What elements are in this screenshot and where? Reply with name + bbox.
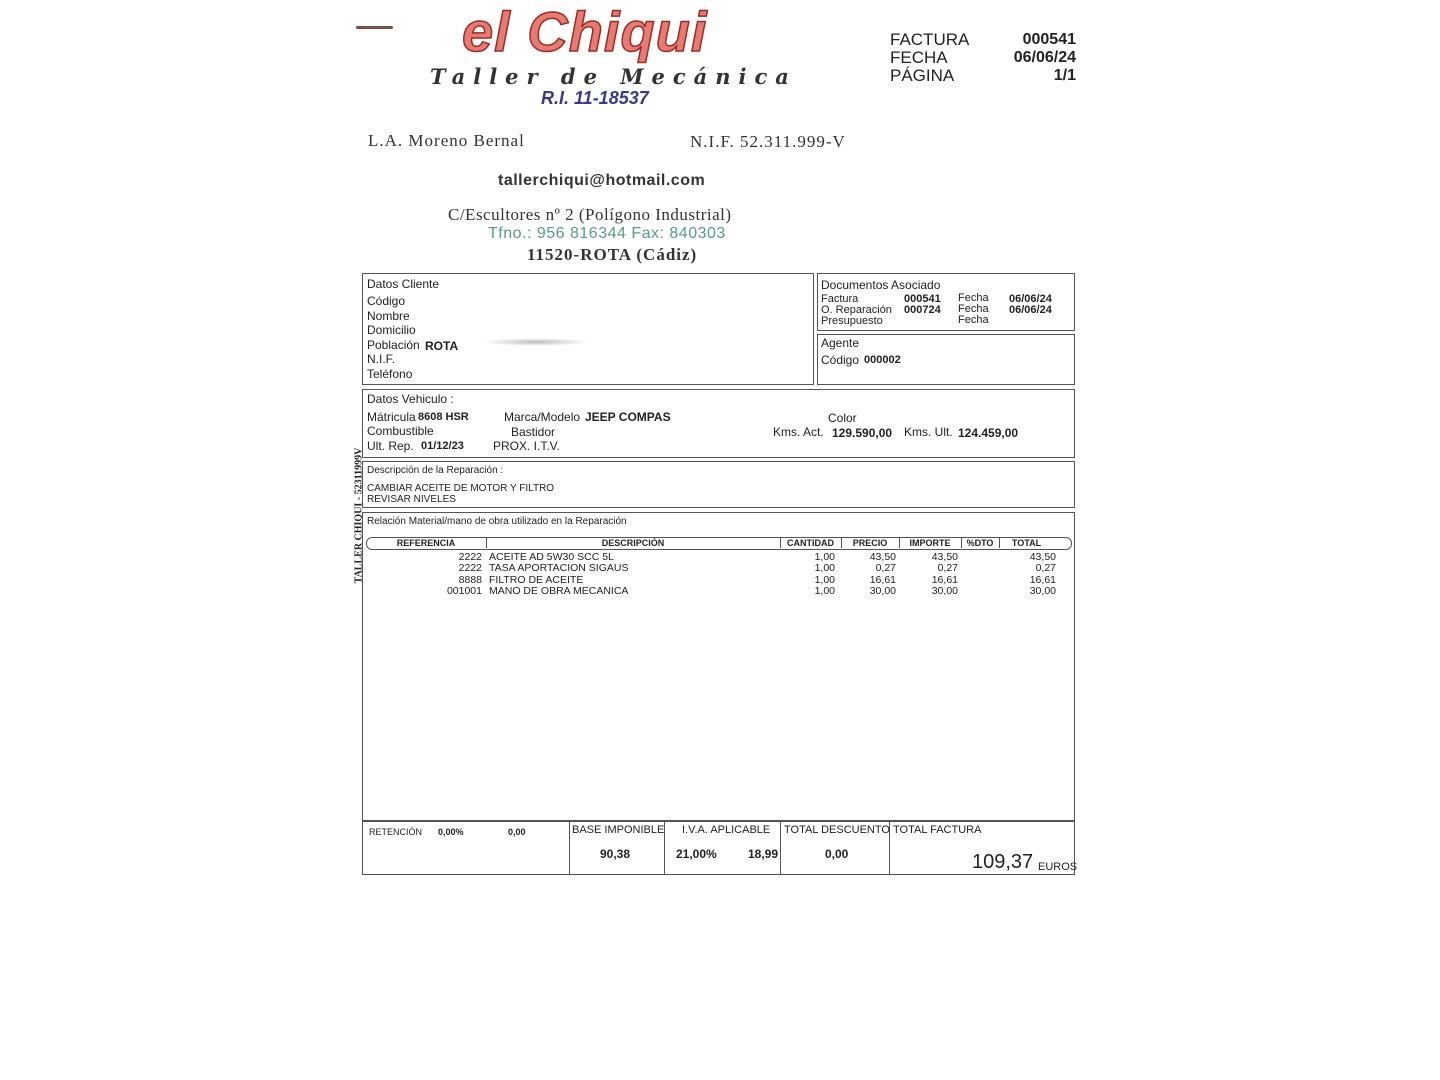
doc-factura-label: Factura bbox=[821, 293, 859, 305]
th-importe: IMPORTE bbox=[909, 538, 951, 548]
vehicle-box bbox=[362, 389, 1075, 458]
retencion-label: RETENCIÓN bbox=[369, 827, 423, 837]
row-importe: 0,27 bbox=[937, 562, 958, 574]
th-total: TOTAL bbox=[1011, 538, 1042, 548]
factura-value: 000541 bbox=[1022, 31, 1076, 48]
vehicle-marca-value: JEEP COMPAS bbox=[585, 410, 671, 424]
logo-subtitle: Taller de Mecánica bbox=[430, 64, 797, 89]
total-factura-value: 109,37 bbox=[972, 851, 1034, 873]
doc-orden-value: 000724 bbox=[904, 304, 941, 316]
pagina-value: 1/1 bbox=[1053, 67, 1076, 84]
descuento-label: TOTAL DESCUENTO bbox=[784, 824, 890, 836]
th-precio: PRECIO bbox=[852, 538, 888, 548]
row-total: 0,27 bbox=[1035, 562, 1056, 574]
total-currency: EUROS bbox=[1038, 861, 1078, 873]
row-ref: 8888 bbox=[458, 574, 482, 586]
base-label: BASE IMPONIBLE bbox=[572, 824, 665, 836]
row-precio: 16,61 bbox=[869, 574, 896, 586]
th-cantidad: CANTIDAD bbox=[787, 538, 834, 548]
table-row bbox=[0, 575, 1440, 586]
table-row bbox=[0, 552, 1440, 563]
totals-divider bbox=[780, 821, 781, 875]
row-total: 16,61 bbox=[1029, 574, 1056, 586]
agent-box bbox=[817, 334, 1075, 385]
row-total: 30,00 bbox=[1029, 585, 1056, 597]
descuento-value: 0,00 bbox=[825, 847, 849, 861]
row-desc: MANO DE OBRA MECANICA bbox=[489, 585, 629, 597]
client-nif-label: N.I.F. bbox=[367, 352, 396, 366]
iva-label: I.V.A. APLICABLE bbox=[682, 824, 771, 836]
client-codigo-label: Código bbox=[367, 294, 406, 308]
table-row bbox=[0, 586, 1440, 597]
client-nombre-label: Nombre bbox=[367, 309, 410, 323]
company-phone: Tfno.: 956 816344 Fax: 840303 bbox=[488, 225, 726, 242]
documents-title: Documentos Asociado bbox=[821, 278, 941, 292]
agent-codigo-value: 000002 bbox=[864, 354, 901, 366]
vehicle-matricula-value: 8608 HSR bbox=[418, 411, 469, 423]
row-ref: 001001 bbox=[446, 585, 482, 597]
repair-line-1: CAMBIAR ACEITE DE MOTOR Y FILTRO bbox=[367, 483, 555, 494]
company-city: 11520-ROTA (Cádiz) bbox=[527, 245, 698, 264]
vehicle-itv-label: PROX. I.T.V. bbox=[493, 439, 560, 453]
doc-fecha2-label: Fecha bbox=[958, 303, 989, 315]
row-importe: 30,00 bbox=[931, 585, 958, 597]
factura-label: FACTURA bbox=[890, 30, 970, 49]
client-domicilio-label: Domicilio bbox=[367, 323, 416, 337]
doc-fecha3-label: Fecha bbox=[958, 314, 989, 326]
row-ref: 2222 bbox=[458, 562, 482, 574]
table-row bbox=[0, 563, 1440, 574]
logo-title: el Chiqui bbox=[462, 0, 708, 63]
retencion-value: 0,00 bbox=[508, 827, 526, 837]
row-cant: 1,00 bbox=[814, 562, 835, 574]
company-nif: N.I.F. 52.311.999-V bbox=[690, 132, 846, 151]
client-box bbox=[362, 273, 814, 385]
doc-fecha2-value: 06/06/24 bbox=[1009, 304, 1052, 316]
vehicle-bastidor-label: Bastidor bbox=[511, 425, 556, 439]
company-address: C/Escultores nº 2 (Polígono Industrial) bbox=[448, 205, 732, 224]
client-telefono-label: Teléfono bbox=[367, 367, 413, 381]
materials-title: Relación Material/mano de obra utilizado en la Reparación bbox=[367, 516, 627, 527]
row-desc: ACEITE AD 5W30 SCC 5L bbox=[489, 551, 614, 563]
row-cant: 1,00 bbox=[814, 574, 835, 586]
row-precio: 0,27 bbox=[875, 562, 896, 574]
row-desc: FILTRO DE ACEITE bbox=[489, 574, 584, 586]
row-ref: 2222 bbox=[458, 551, 482, 563]
client-title: Datos Cliente bbox=[367, 277, 440, 291]
redacted-mark bbox=[481, 338, 591, 346]
retencion-pct: 0,00% bbox=[438, 827, 464, 837]
owner-name: L.A. Moreno Bernal bbox=[368, 131, 525, 150]
row-desc: TASA APORTACION SIGAUS bbox=[489, 562, 629, 574]
vehicle-ultrep-label: Ult. Rep. bbox=[367, 439, 414, 453]
logo-dash bbox=[356, 26, 393, 29]
th-dto: %DTO bbox=[966, 538, 994, 548]
fecha-label: FECHA bbox=[890, 48, 948, 67]
vehicle-matricula-label: Mátricula bbox=[367, 410, 416, 424]
row-cant: 1,00 bbox=[814, 551, 835, 563]
repair-line-2: REVISAR NIVELES bbox=[367, 494, 456, 505]
vehicle-kms-act-value: 129.590,00 bbox=[832, 426, 893, 440]
repair-title: Descripción de la Reparación : bbox=[367, 465, 504, 476]
logo-ri: R.I. 11-18537 bbox=[541, 88, 649, 108]
client-poblacion-label: Población bbox=[367, 338, 420, 352]
agent-codigo-label: Código bbox=[821, 353, 860, 367]
vehicle-marca-label: Marca/Modelo bbox=[504, 410, 581, 424]
repair-box bbox=[362, 461, 1075, 508]
side-text: TALLER CHIQUI - 52311999V bbox=[353, 447, 365, 584]
total-factura-label: TOTAL FACTURA bbox=[893, 824, 982, 836]
doc-fecha1-value: 06/06/24 bbox=[1009, 293, 1052, 305]
agent-title: Agente bbox=[821, 336, 860, 350]
doc-presupuesto-label: Presupuesto bbox=[821, 315, 883, 327]
fecha-value: 06/06/24 bbox=[1013, 49, 1076, 66]
doc-fecha1-label: Fecha bbox=[958, 292, 989, 304]
iva-pct: 21,00% bbox=[676, 847, 717, 861]
totals-divider bbox=[569, 821, 570, 875]
vehicle-ultrep-value: 01/12/23 bbox=[421, 440, 464, 452]
row-precio: 43,50 bbox=[869, 551, 896, 563]
vehicle-kms-ult-label: Kms. Ult. bbox=[904, 425, 953, 439]
pagina-label: PÁGINA bbox=[890, 66, 955, 85]
vehicle-kms-ult-value: 124.459,00 bbox=[958, 426, 1019, 440]
iva-value: 18,99 bbox=[748, 847, 779, 861]
base-value: 90,38 bbox=[600, 847, 631, 861]
vehicle-title: Datos Vehiculo : bbox=[367, 392, 454, 406]
client-poblacion-value: ROTA bbox=[425, 339, 459, 353]
doc-factura-value: 000541 bbox=[904, 293, 941, 305]
row-importe: 16,61 bbox=[931, 574, 958, 586]
row-importe: 43,50 bbox=[931, 551, 958, 563]
row-total: 43,50 bbox=[1029, 551, 1056, 563]
vehicle-kms-act-label: Kms. Act. bbox=[773, 425, 824, 439]
doc-orden-label: O. Reparación bbox=[821, 304, 892, 316]
th-referencia: REFERENCIA bbox=[396, 538, 456, 548]
th-descripcion: DESCRIPCIÓN bbox=[601, 538, 665, 548]
vehicle-combustible-label: Combustible bbox=[367, 424, 434, 438]
vehicle-color-label: Color bbox=[828, 411, 857, 425]
company-email: tallerchiqui@hotmail.com bbox=[498, 172, 706, 189]
row-precio: 30,00 bbox=[869, 585, 896, 597]
documents-box bbox=[817, 273, 1075, 331]
row-cant: 1,00 bbox=[814, 585, 835, 597]
